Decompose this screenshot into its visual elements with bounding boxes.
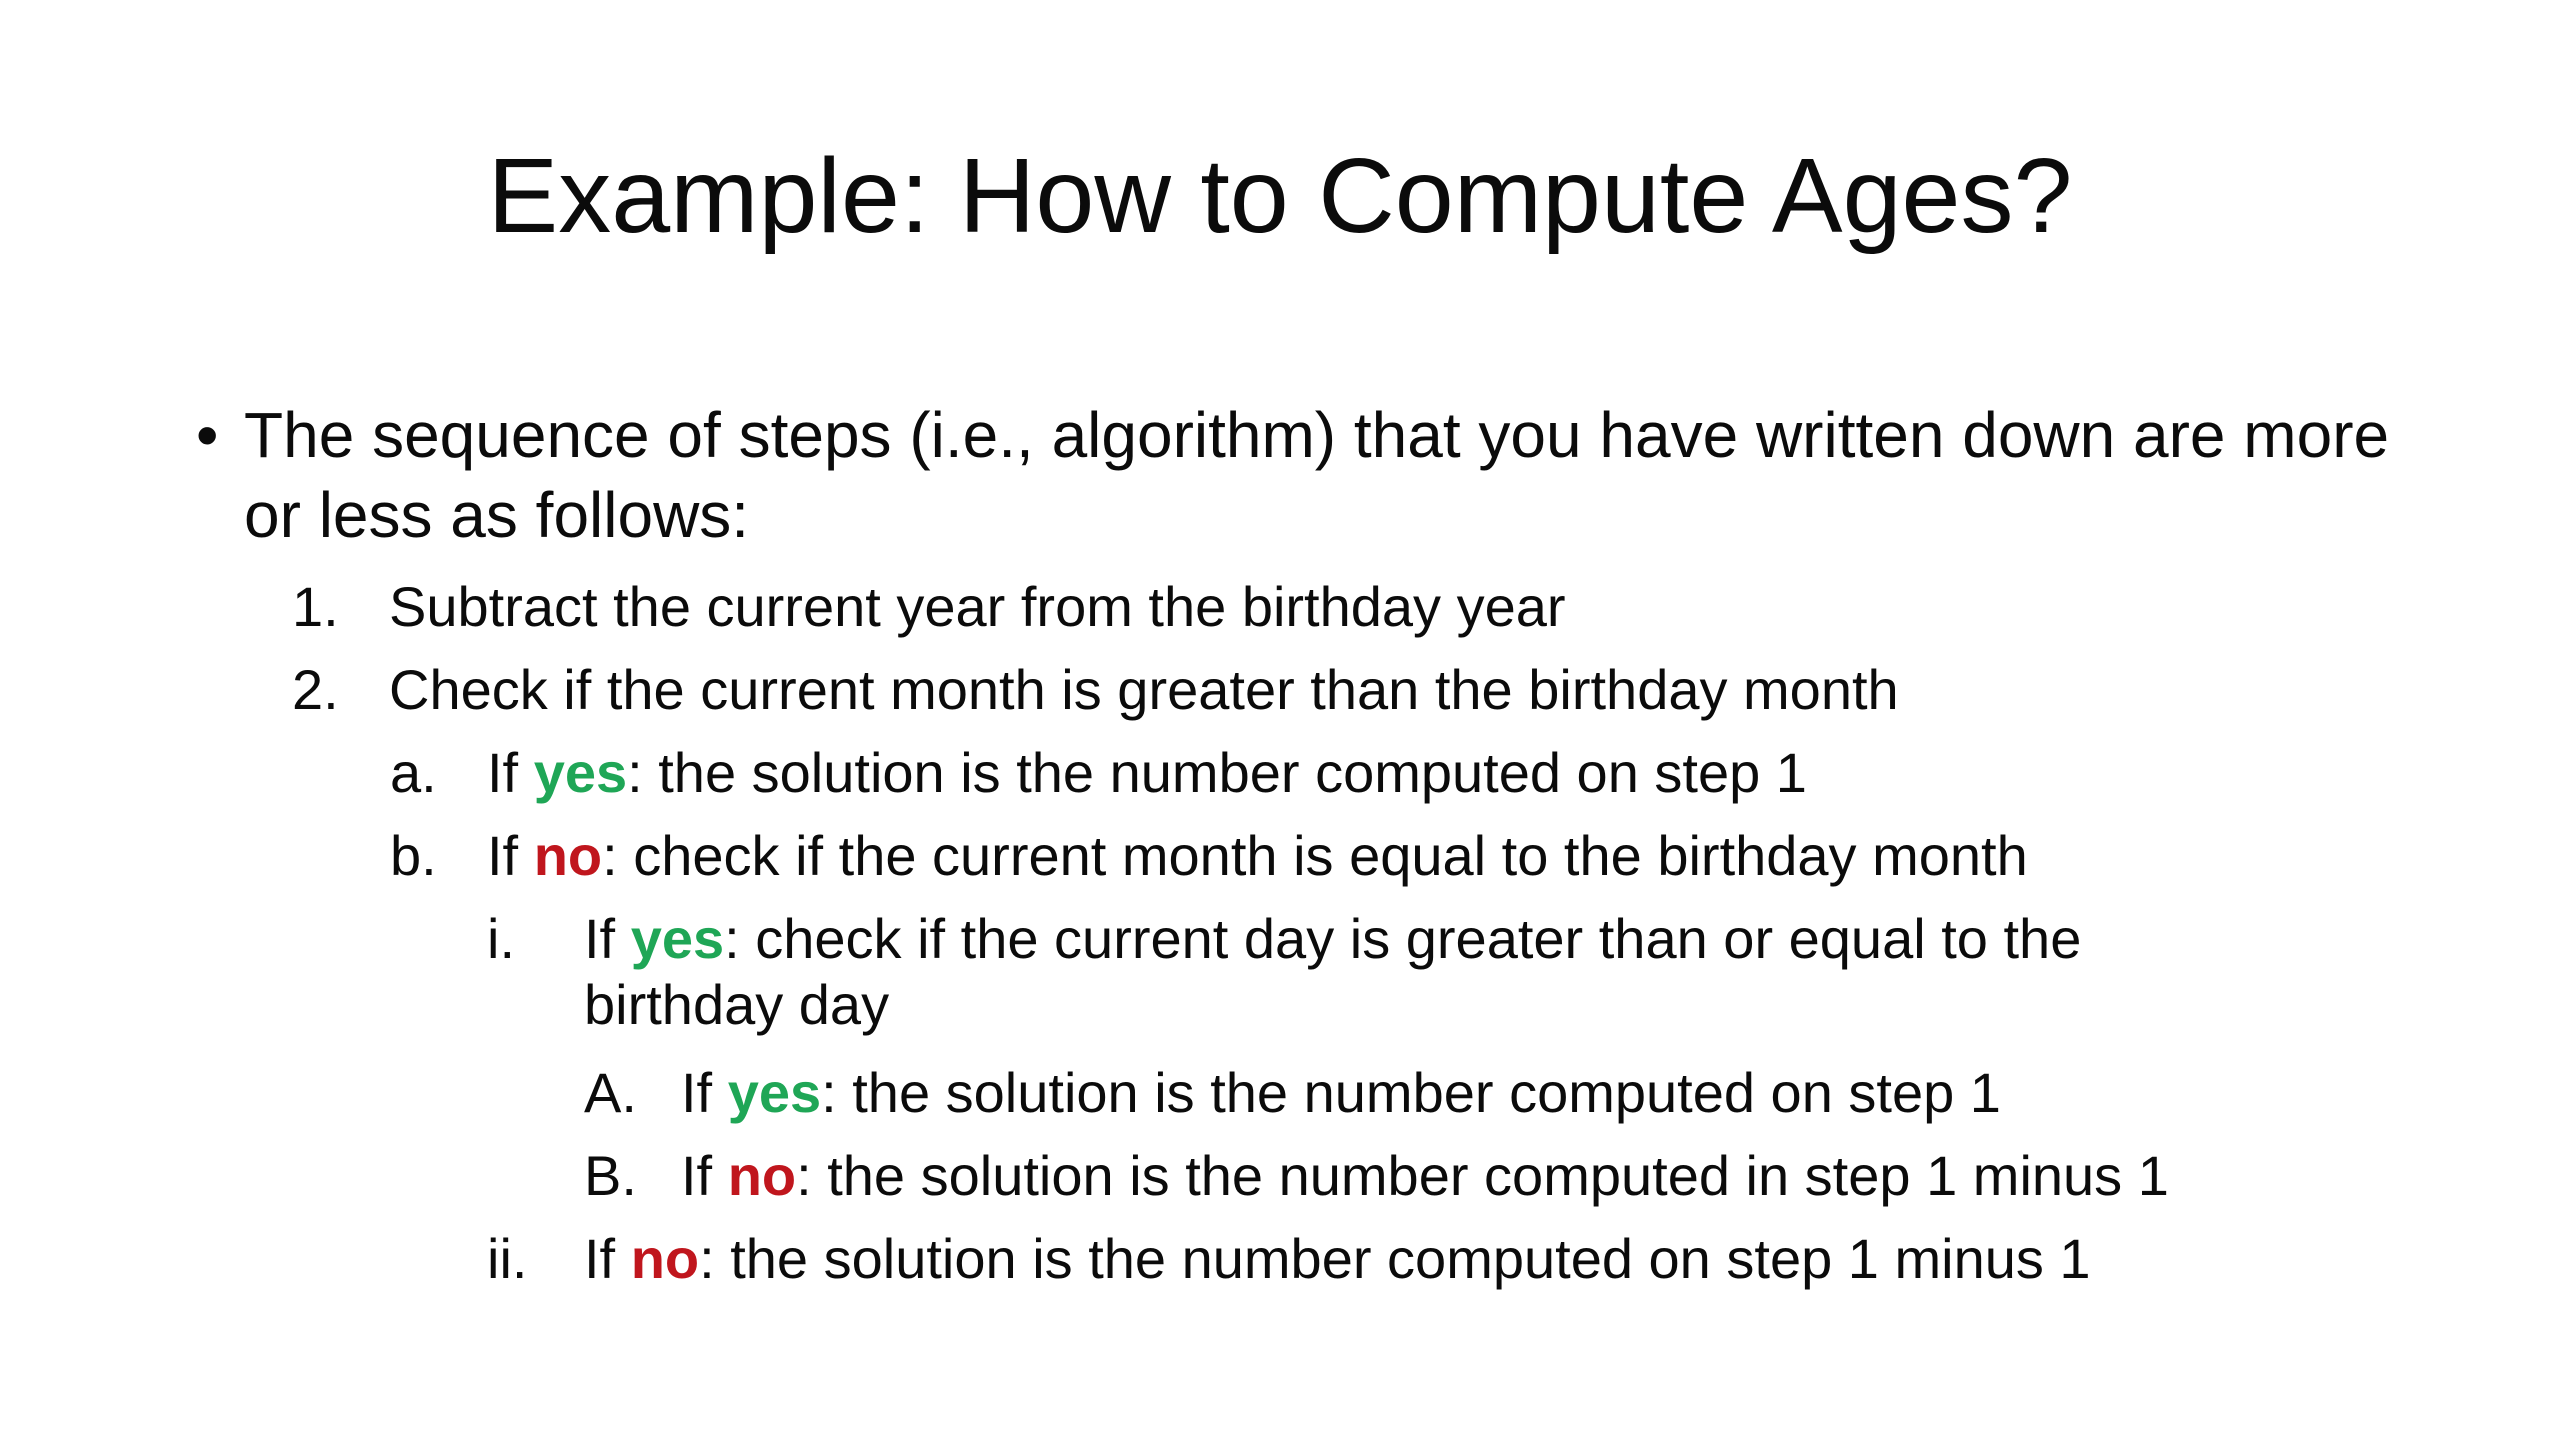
roman-i: [487, 906, 2204, 1038]
condition-prefix: If: [681, 1061, 728, 1124]
step-marker: 2.: [292, 658, 339, 721]
roman-text: [584, 1226, 2204, 1292]
no-keyword: no: [533, 824, 603, 887]
upper-b: [584, 1143, 2169, 1209]
roman-marker: i.: [487, 907, 515, 970]
condition-result: : the solution is the number computed on step 1 minus 1: [699, 1227, 2091, 1290]
upper-marker: A.: [584, 1061, 637, 1124]
upper-text: [681, 1144, 2169, 1207]
step-2: [292, 657, 1899, 723]
upper-marker: B.: [584, 1144, 637, 1207]
bullet-marker: •: [196, 399, 219, 471]
roman-ii: [487, 1226, 2204, 1292]
no-keyword: no: [727, 1144, 797, 1207]
condition-result: : the solution is the number computed on step 1: [627, 741, 1807, 804]
condition-result: : the solution is the number computed on step 1: [821, 1061, 2001, 1124]
slide-title: Example: How to Compute Ages?: [487, 137, 2073, 255]
condition-prefix: If: [584, 1227, 631, 1290]
condition-result: : check if the current day is greater than or equal to the birthday day: [584, 907, 2082, 1036]
substep-a: [390, 740, 1807, 806]
roman-marker: ii.: [487, 1227, 528, 1290]
condition-result: : the solution is the number computed in step 1 minus 1: [796, 1144, 2169, 1207]
substep-text: [487, 824, 2028, 887]
bullet-text: The sequence of steps (i.e., algorithm) that you have written down are more or less as follows:: [244, 399, 2390, 551]
upper-text: [681, 1061, 2001, 1124]
substep-marker: a.: [390, 741, 437, 804]
yes-keyword: yes: [630, 907, 725, 970]
step-text: Check if the current month is greater than the birthday month: [389, 658, 1899, 721]
condition-result: : check if the current month is equal to the birthday month: [602, 824, 2028, 887]
roman-text: [584, 906, 2204, 1038]
bullet-item: [196, 395, 2406, 555]
condition-prefix: If: [584, 907, 631, 970]
substep-text: [487, 741, 1807, 804]
condition-prefix: If: [681, 1144, 728, 1207]
no-keyword: no: [630, 1227, 700, 1290]
yes-keyword: yes: [533, 741, 628, 804]
yes-keyword: yes: [727, 1061, 822, 1124]
substep-marker: b.: [390, 824, 437, 887]
step-marker: 1.: [292, 575, 339, 638]
condition-prefix: If: [487, 741, 534, 804]
condition-prefix: If: [487, 824, 534, 887]
substep-b: [390, 823, 2028, 889]
step-1: [292, 574, 1566, 640]
step-text: Subtract the current year from the birthday year: [389, 575, 1566, 638]
upper-a: [584, 1060, 2001, 1126]
